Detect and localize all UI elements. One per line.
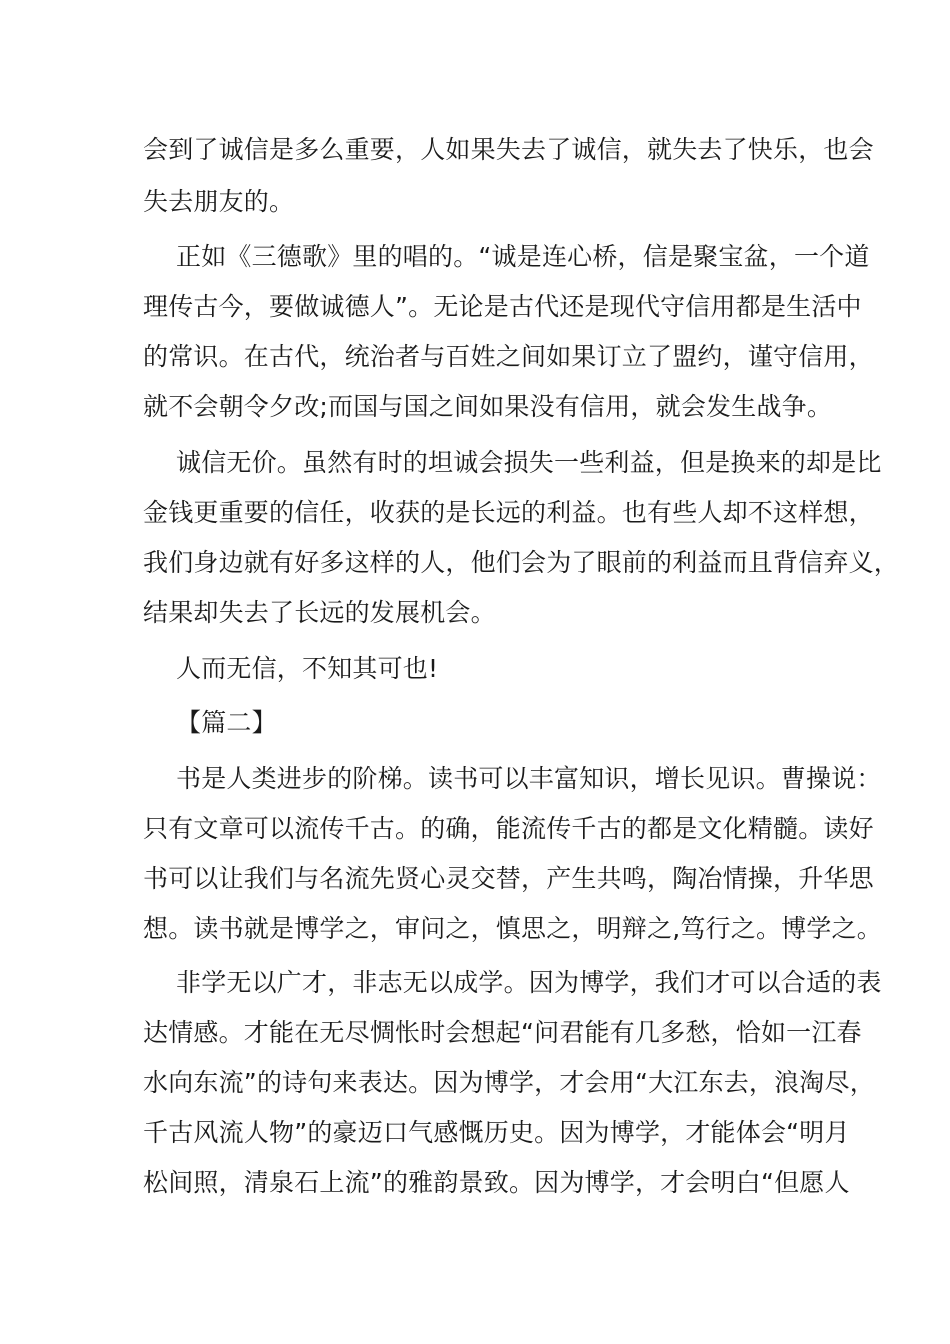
- text-line: 的常识。在古代，统治者与百姓之间如果订立了盟约，谨守信用，: [143, 342, 874, 371]
- text-line: 就不会朝令夕改;而国与国之间如果没有信用，就会发生战争。: [143, 392, 833, 421]
- section-heading: 【篇二】: [176, 708, 277, 737]
- text-line: 结果却失去了长远的发展机会。: [143, 598, 496, 627]
- text-line: 失去朋友的。: [143, 187, 295, 216]
- text-line: 理传古今，要做诚德人”。无论是古代还是现代守信用都是生活中: [143, 292, 862, 321]
- text-line: 水向东流”的诗句来表达。因为博学，才会用“大江东去，浪淘尽，: [143, 1068, 875, 1097]
- text-line: 会到了诚信是多么重要，人如果失去了诚信，就失去了快乐，也会: [143, 135, 874, 164]
- text-line: 只有文章可以流传千古。的确，能流传千古的都是文化精髓。读好: [143, 814, 874, 843]
- paragraph-start-line: 正如《三德歌》里的唱的。“诚是连心桥，信是聚宝盆，一个道: [176, 242, 870, 271]
- paragraph-start-line: 书是人类进步的阶梯。读书可以丰富知识，增长见识。曹操说：: [176, 764, 882, 793]
- text-line: 书可以让我们与名流先贤心灵交替，产生共鸣，陶冶情操，升华思: [143, 864, 874, 893]
- paragraph-start-line: 非学无以广才，非志无以成学。因为博学，我们才可以合适的表: [176, 968, 882, 997]
- text-line: 松间照，清泉石上流”的雅韵景致。因为博学，才会明白“但愿人: [143, 1168, 850, 1197]
- text-line: 想。读书就是博学之，审问之，慎思之，明辩之,笃行之。博学之。: [143, 914, 882, 943]
- text-line: 千古风流人物”的豪迈口气感慨历史。因为博学，才能体会“明月: [143, 1118, 850, 1147]
- text-line: 我们身边就有好多这样的人，他们会为了眼前的利益而且背信弃义，: [143, 548, 900, 577]
- text-line: 达情感。才能在无尽惆怅时会想起“问君能有几多愁，恰如一江春: [143, 1018, 862, 1047]
- paragraph-start-line: 诚信无价。虽然有时的坦诚会损失一些利益，但是换来的却是比: [176, 448, 882, 477]
- text-line: 金钱更重要的信任，收获的是长远的利益。也有些人却不这样想，: [143, 498, 874, 527]
- paragraph-start-line: 人而无信，不知其可也!: [176, 654, 439, 683]
